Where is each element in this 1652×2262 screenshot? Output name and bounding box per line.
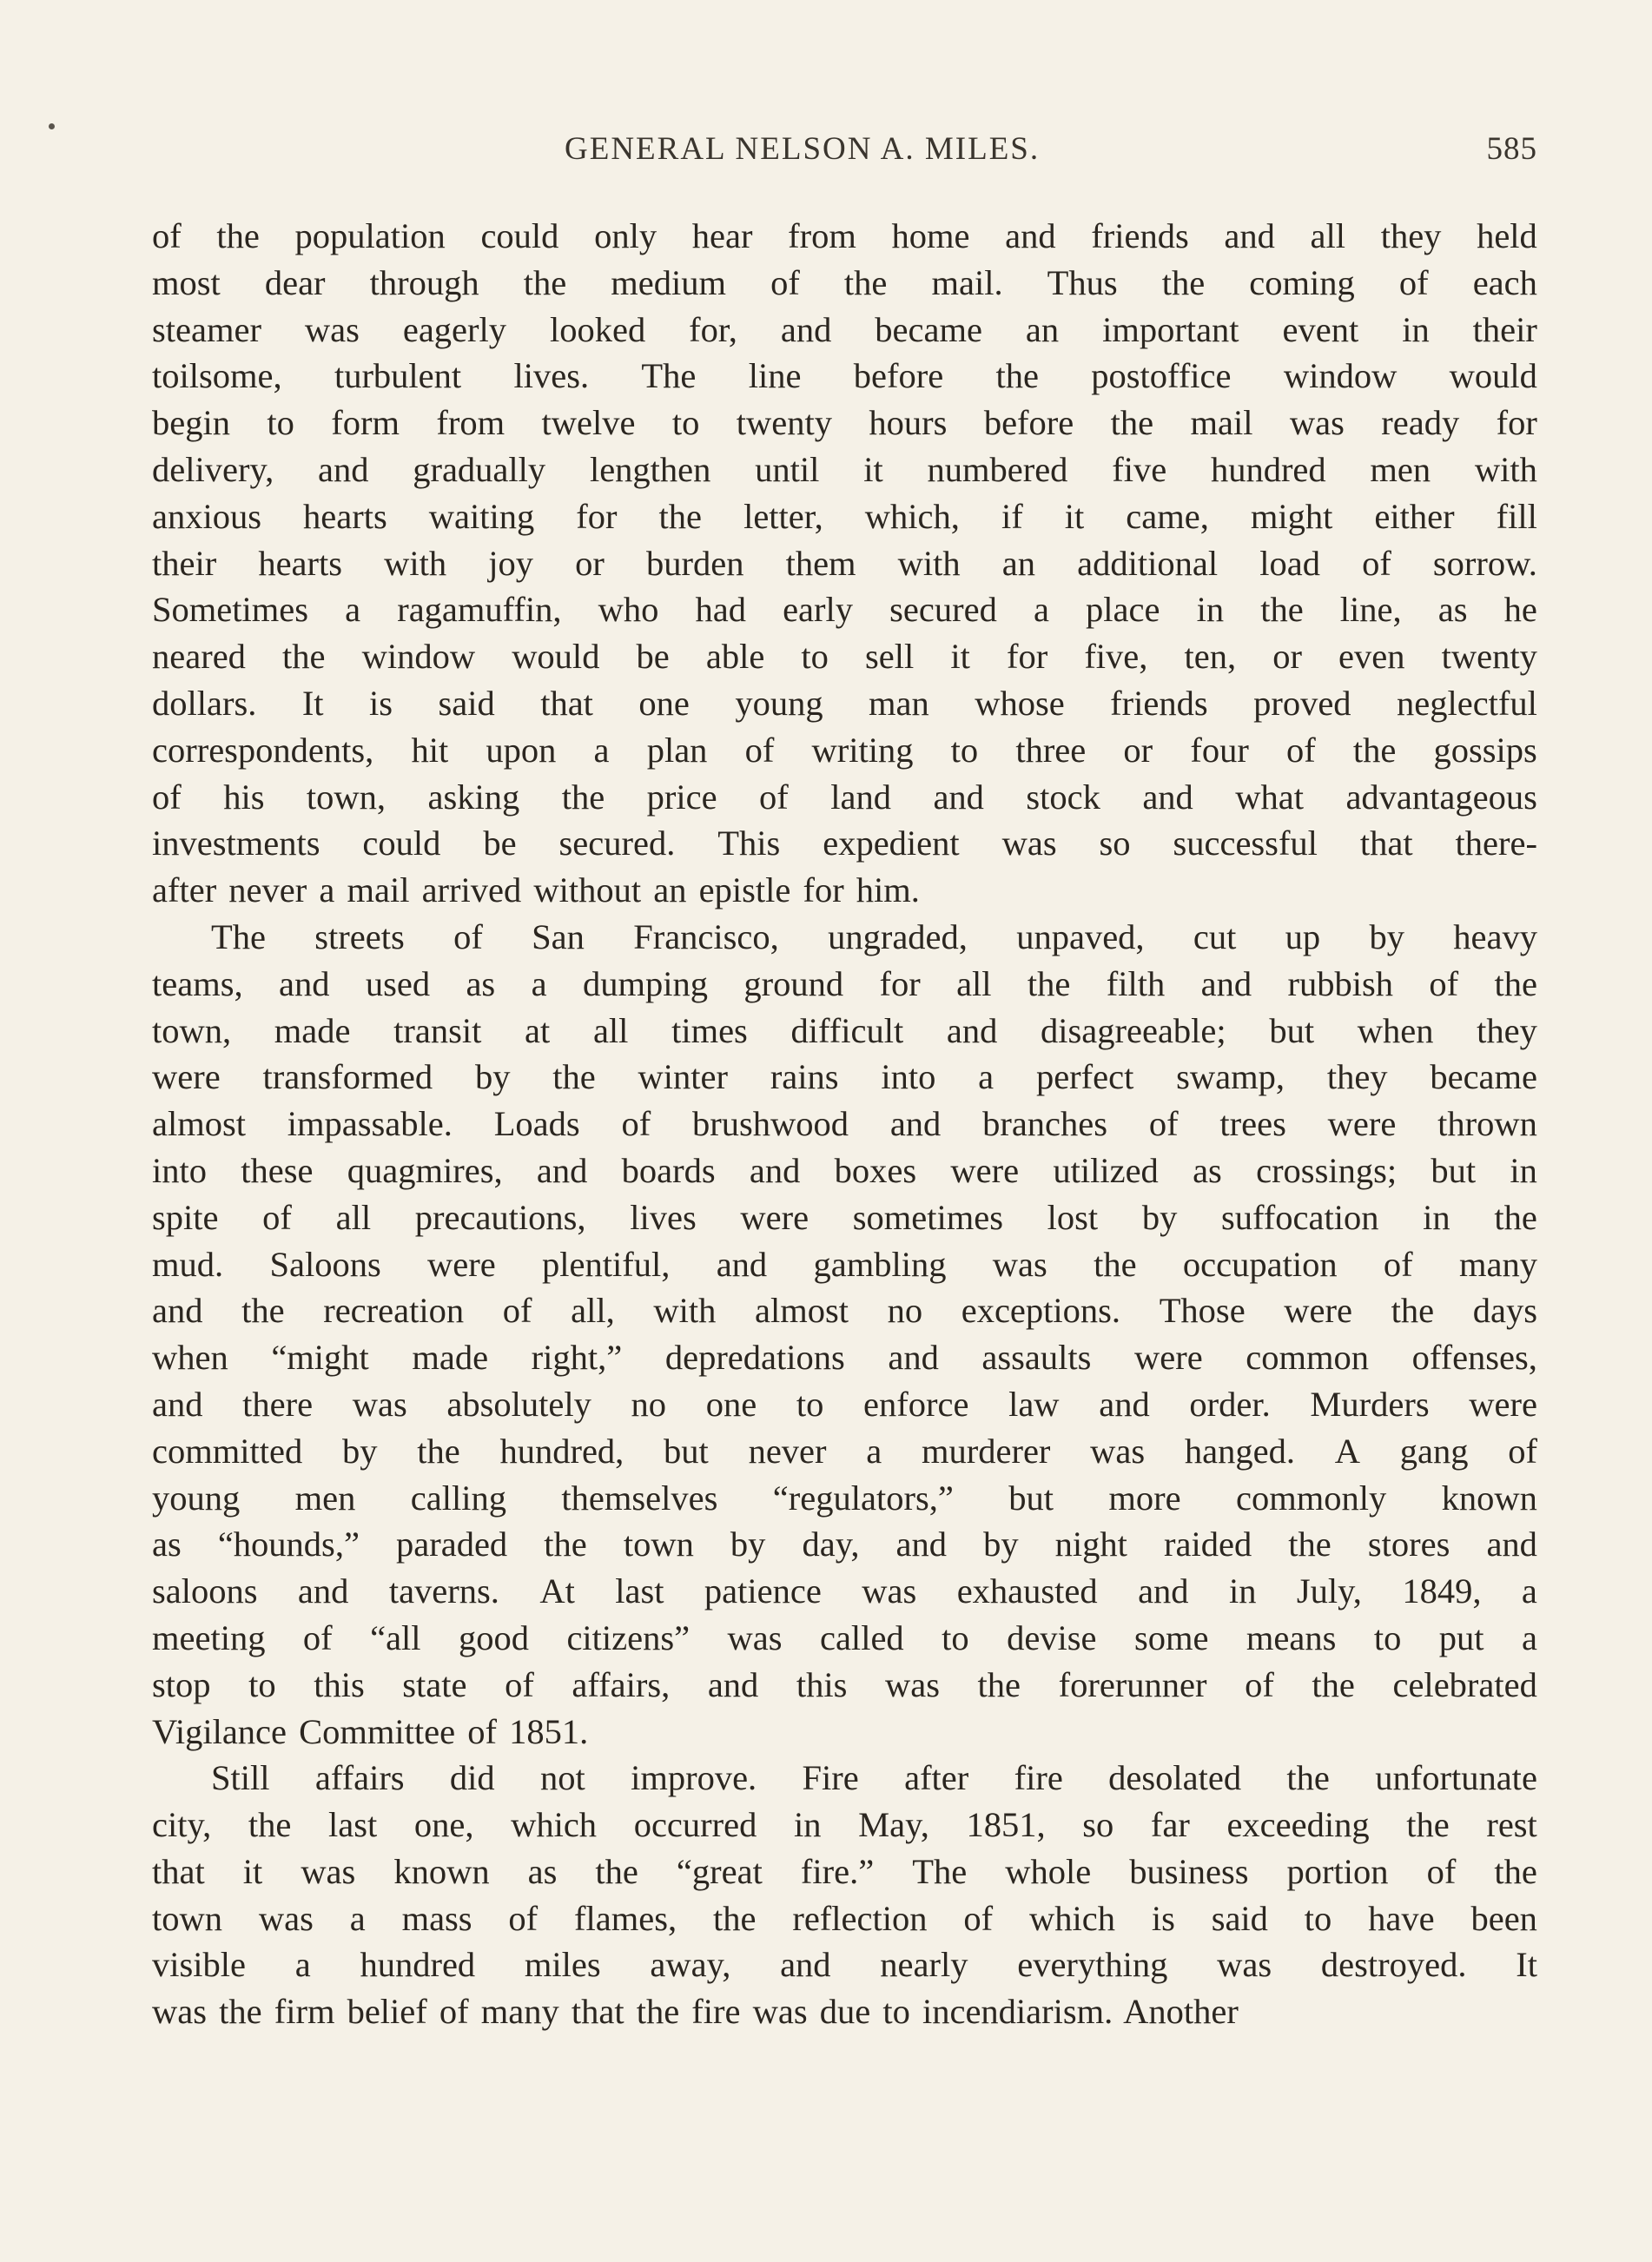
running-title: GENERAL NELSON A. MILES.	[565, 131, 1041, 167]
text-line: teams, and used as a dumping ground for all the filth and rubbish of the	[152, 963, 1537, 1003]
text-line: as “hounds,” paraded the town by day, and by night raided the stores and	[152, 1525, 1537, 1564]
text-line: of his town, asking the price of land and stock and what advantageous	[152, 777, 1537, 817]
text-line: was the firm belief of many that the fire was due to incendiarism. Another	[152, 1992, 1239, 2032]
text-line: town, made transit at all times difficult and disagreeable; but when they	[152, 1010, 1537, 1050]
text-line: meeting of “all good citizens” was called to devise some means to put a	[152, 1617, 1537, 1657]
text-line: into these quagmires, and boards and boxes were utilized as crossings; but in	[152, 1150, 1537, 1190]
text-line: anxious hearts waiting for the letter, which, if it came, might either fill	[152, 496, 1537, 536]
text-line: their hearts with joy or burden them with an additional load of sorrow.	[152, 543, 1537, 583]
page-header	[152, 125, 1537, 174]
text-line: dollars. It is said that one young man whose friends proved neglectful	[152, 683, 1537, 723]
text-line: Sometimes a ragamuffin, who had early secured a place in the line, as he	[152, 590, 1537, 630]
text-line: committed by the hundred, but never a murderer was hanged. A gang of	[152, 1431, 1537, 1471]
ink-speck	[49, 123, 55, 129]
text-line: visible a hundred miles away, and nearly everything was destroyed. It	[152, 1945, 1537, 1985]
text-line: begin to form from twelve to twenty hours before the mail was ready for	[152, 403, 1537, 443]
text-line: steamer was eagerly looked for, and became an important event in their	[152, 309, 1537, 349]
text-line: mud. Saloons were plentiful, and gambling was the occupation of many	[152, 1244, 1537, 1284]
text-line: Vigilance Committee of 1851.	[152, 1711, 589, 1751]
text-line: and the recreation of all, with almost no exceptions. Those were the days	[152, 1291, 1537, 1331]
text-line: almost impassable. Loads of brushwood and branches of trees were thrown	[152, 1104, 1537, 1144]
text-line: spite of all precautions, lives were sometimes lost by suffocation in the	[152, 1197, 1537, 1237]
text-line: The streets of San Francisco, ungraded, unpaved, cut up by heavy	[211, 916, 1537, 956]
text-line: stop to this state of affairs, and this was the forerunner of the celebrated	[152, 1664, 1537, 1704]
text-line: that it was known as the “great fire.” The whole business portion of the	[152, 1851, 1537, 1891]
text-line: correspondents, hit upon a plan of writing to three or four of the gossips	[152, 730, 1537, 770]
text-line: most dear through the medium of the mail. Thus the coming of each	[152, 262, 1537, 302]
text-line: neared the window would be able to sell it for five, ten, or even twenty	[152, 637, 1537, 677]
text-line: city, the last one, which occurred in May, 1851, so far exceeding the rest	[152, 1805, 1537, 1845]
text-line: Still affairs did not improve. Fire after fire desolated the unfortunate	[211, 1758, 1537, 1798]
text-line: after never a mail arrived without an epistle for him.	[152, 870, 920, 910]
text-line: town was a mass of flames, the reflection of which is said to have been	[152, 1898, 1537, 1938]
page-number: 585	[1486, 131, 1537, 167]
text-line: investments could be secured. This expedient was so successful that there-	[152, 823, 1537, 863]
text-line: of the population could only hear from home and friends and all they held	[152, 216, 1537, 255]
text-line: and there was absolutely no one to enforce law and order. Murders were	[152, 1384, 1537, 1424]
text-line: saloons and taverns. At last patience was exhausted and in July, 1849, a	[152, 1571, 1537, 1611]
text-line: when “might made right,” depredations and assaults were common offenses,	[152, 1338, 1537, 1378]
body-text	[152, 213, 1537, 2035]
text-line: were transformed by the winter rains into a perfect swamp, they became	[152, 1057, 1537, 1097]
text-line: toilsome, turbulent lives. The line before the postoffice window would	[152, 356, 1537, 396]
text-line: delivery, and gradually lengthen until it numbered five hundred men with	[152, 449, 1537, 489]
text-line: young men calling themselves “regulators,” but more commonly known	[152, 1478, 1537, 1518]
